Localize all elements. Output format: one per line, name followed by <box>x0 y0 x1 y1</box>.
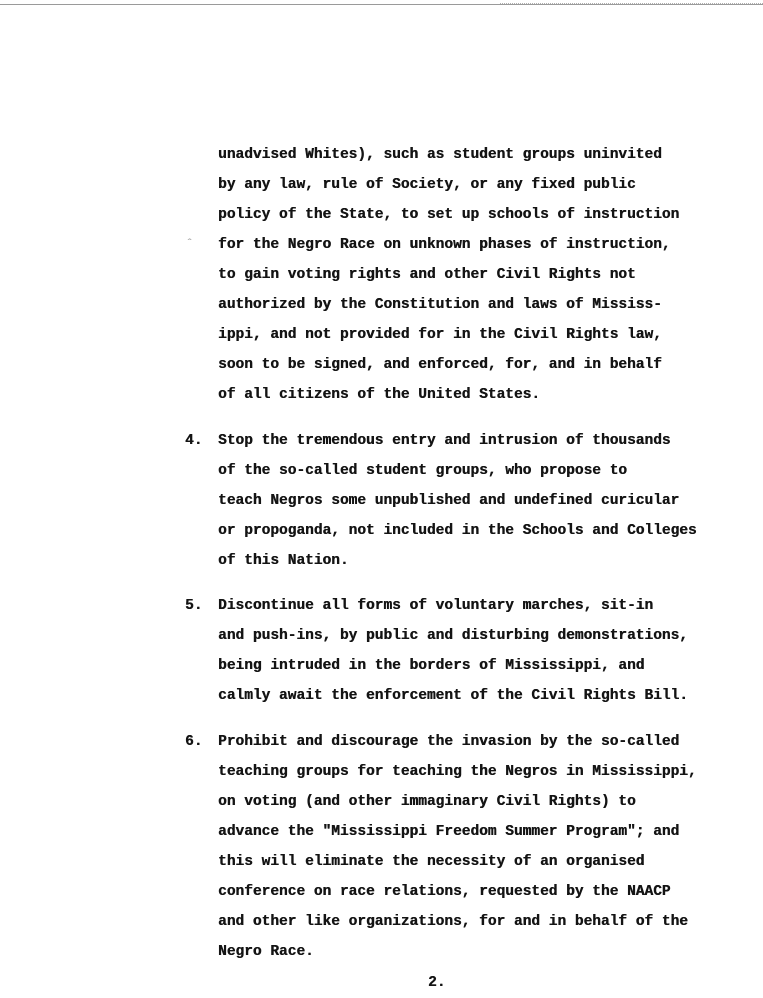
text-line: this will eliminate the necessity of an organised <box>218 854 645 870</box>
text-line: ippi, and not provided for in the Civil Rights law, <box>218 327 662 343</box>
text-line: soon to be signed, and enforced, for, and in behalf <box>218 357 662 373</box>
text-line: or propoganda, not included in the Schools and Colleges <box>218 523 697 539</box>
text-line: Discontinue all forms of voluntary marches, sit-in <box>218 598 654 614</box>
text-line: of all citizens of the United States. <box>218 387 540 403</box>
text-line: to gain voting rights and other Civil Rights not <box>218 267 636 283</box>
paper-speck: ˆ <box>186 237 194 251</box>
text-line: and push-ins, by public and disturbing demonstrations, <box>218 628 688 644</box>
text-line: policy of the State, to set up schools of instruction <box>218 207 680 223</box>
paragraph-item-5 <box>218 591 688 711</box>
item-number: 6. <box>185 734 203 750</box>
text-line: advance the "Mississippi Freedom Summer Program"; and <box>218 824 680 840</box>
text-line: and other like organizations, for and in behalf of the <box>218 914 688 930</box>
text-line: for the Negro Race on unknown phases of instruction, <box>218 237 671 253</box>
text-line: conference on race relations, requested by the NAACP <box>218 884 671 900</box>
text-line: teaching groups for teaching the Negros in Mississippi, <box>218 764 697 780</box>
text-line: by any law, rule of Society, or any fixed public <box>218 177 636 193</box>
text-line: calmly await the enforcement of the Civil Rights Bill. <box>218 688 688 704</box>
top-edge-dots <box>500 0 763 4</box>
text-line: on voting (and other immaginary Civil Rights) to <box>218 794 636 810</box>
text-line: Stop the tremendous entry and intrusion of thousands <box>218 433 671 449</box>
item-number: 5. <box>185 598 203 614</box>
text-line: of the so-called student groups, who propose to <box>218 463 627 479</box>
text-line: Negro Race. <box>218 944 314 960</box>
paragraph-item-6 <box>218 727 697 967</box>
text-line: Prohibit and discourage the invasion by the so-called <box>218 734 680 750</box>
top-edge-rule <box>0 4 763 5</box>
paragraph-item-4 <box>218 426 697 576</box>
text-line: being intruded in the borders of Mississippi, and <box>218 658 645 674</box>
text-line: authorized by the Constitution and laws of Mississ- <box>218 297 662 313</box>
paragraph-continuation <box>218 140 679 410</box>
item-number: 4. <box>185 433 203 449</box>
text-line: teach Negros some unpublished and undefined curicular <box>218 493 680 509</box>
text-line: unadvised Whites), such as student groups uninvited <box>218 147 662 163</box>
text-line: of this Nation. <box>218 553 349 569</box>
page-number: 2. <box>428 975 446 991</box>
